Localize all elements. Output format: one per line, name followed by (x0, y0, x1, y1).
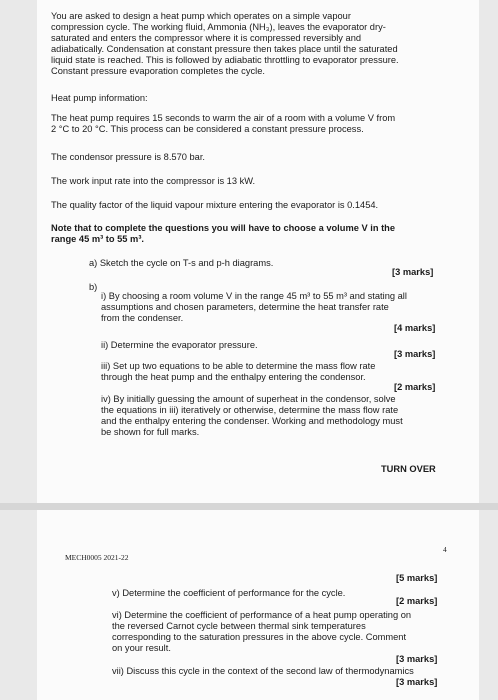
intro-line: adiabatically. Condensation at constant pressure then takes place until the saturated (51, 44, 398, 54)
turn-over-label: TURN OVER (381, 464, 436, 474)
question-b4-line: the equations in iii) iteratively or otherwise, determine the mass flow rate (101, 405, 399, 415)
question-vi-marks: [3 marks] (396, 654, 438, 664)
question-b3-line: through the heat pump and the enthalpy entering the condensor. (101, 372, 366, 382)
work-input-text: The work input rate into the compressor is 13 kW. (51, 176, 256, 186)
question-vi-line: vi) Determine the coefficient of performance of a heat pump operating on (112, 610, 412, 620)
question-vii-marks: [3 marks] (396, 677, 438, 687)
info-line: 2 °C to 20 °C. This process can be considered a constant pressure process. (51, 124, 364, 134)
question-b1-line: i) By choosing a room volume V in the range 45 m³ to 55 m³ and stating all (101, 291, 407, 301)
previous-question-marks: [5 marks] (396, 573, 438, 583)
question-b1-marks: [4 marks] (394, 323, 436, 333)
document-page-2 (37, 510, 479, 700)
note-line: Note that to complete the questions you will have to choose a volume V in the (51, 223, 396, 233)
question-b-label: b) (89, 282, 98, 292)
question-v: v) Determine the coefficient of performance for the cycle. (112, 588, 346, 598)
intro-line: compression cycle. The working fluid, Ammonia (NH₃), leaves the evaporator dry- (51, 22, 386, 32)
info-line: The heat pump requires 15 seconds to warm the air of a room with a volume V from (51, 113, 396, 123)
question-v-marks: [2 marks] (396, 596, 438, 606)
question-vii: vii) Discuss this cycle in the context of the second law of thermodynamics (112, 666, 414, 676)
question-b1-line: from the condenser. (101, 313, 184, 323)
condenser-pressure-text: The condensor pressure is 8.570 bar. (51, 152, 206, 162)
intro-line: liquid state is reached. This is followed by adiabatic throttling to evaporator pressure. (51, 55, 399, 65)
note-line: range 45 m³ to 55 m³. (51, 234, 144, 244)
question-vi-line: the reversed Carnot cycle between thermal sink temperatures (112, 621, 366, 631)
question-b4-line: be shown for full marks. (101, 427, 200, 437)
intro-line: saturated and enters the compressor where it is compressed reversibly and (51, 33, 362, 43)
question-b2-marks: [3 marks] (394, 349, 436, 359)
question-b4-line: iv) By initially guessing the amount of superheat in the condensor, solve (101, 394, 396, 404)
course-header: MECH0005 2021-22 (65, 553, 129, 562)
question-b1-line: assumptions and chosen parameters, determine the heat transfer rate (101, 302, 389, 312)
question-a: a) Sketch the cycle on T-s and p-h diagrams. (89, 258, 274, 268)
intro-line: You are asked to design a heat pump which operates on a simple vapour (51, 11, 351, 21)
question-b2: ii) Determine the evaporator pressure. (101, 340, 258, 350)
question-b4-line: and the enthalpy entering the condenser. Working and methodology must (101, 416, 403, 426)
page-number: 4 (443, 545, 447, 554)
page-separator (0, 503, 498, 510)
question-b3-marks: [2 marks] (394, 382, 436, 392)
info-heading: Heat pump information: (51, 93, 148, 103)
quality-factor-text: The quality factor of the liquid vapour mixture entering the evaporator is 0.1454. (51, 200, 379, 210)
intro-line: Constant pressure evaporation completes the cycle. (51, 66, 265, 76)
question-vi-line: corresponding to the saturation pressures in the above cycle. Comment (112, 632, 407, 642)
document-page-1 (37, 0, 479, 503)
question-a-marks: [3 marks] (392, 267, 434, 277)
question-b3-line: iii) Set up two equations to be able to determine the mass flow rate (101, 361, 376, 371)
question-vi-line: on your result. (112, 643, 171, 653)
